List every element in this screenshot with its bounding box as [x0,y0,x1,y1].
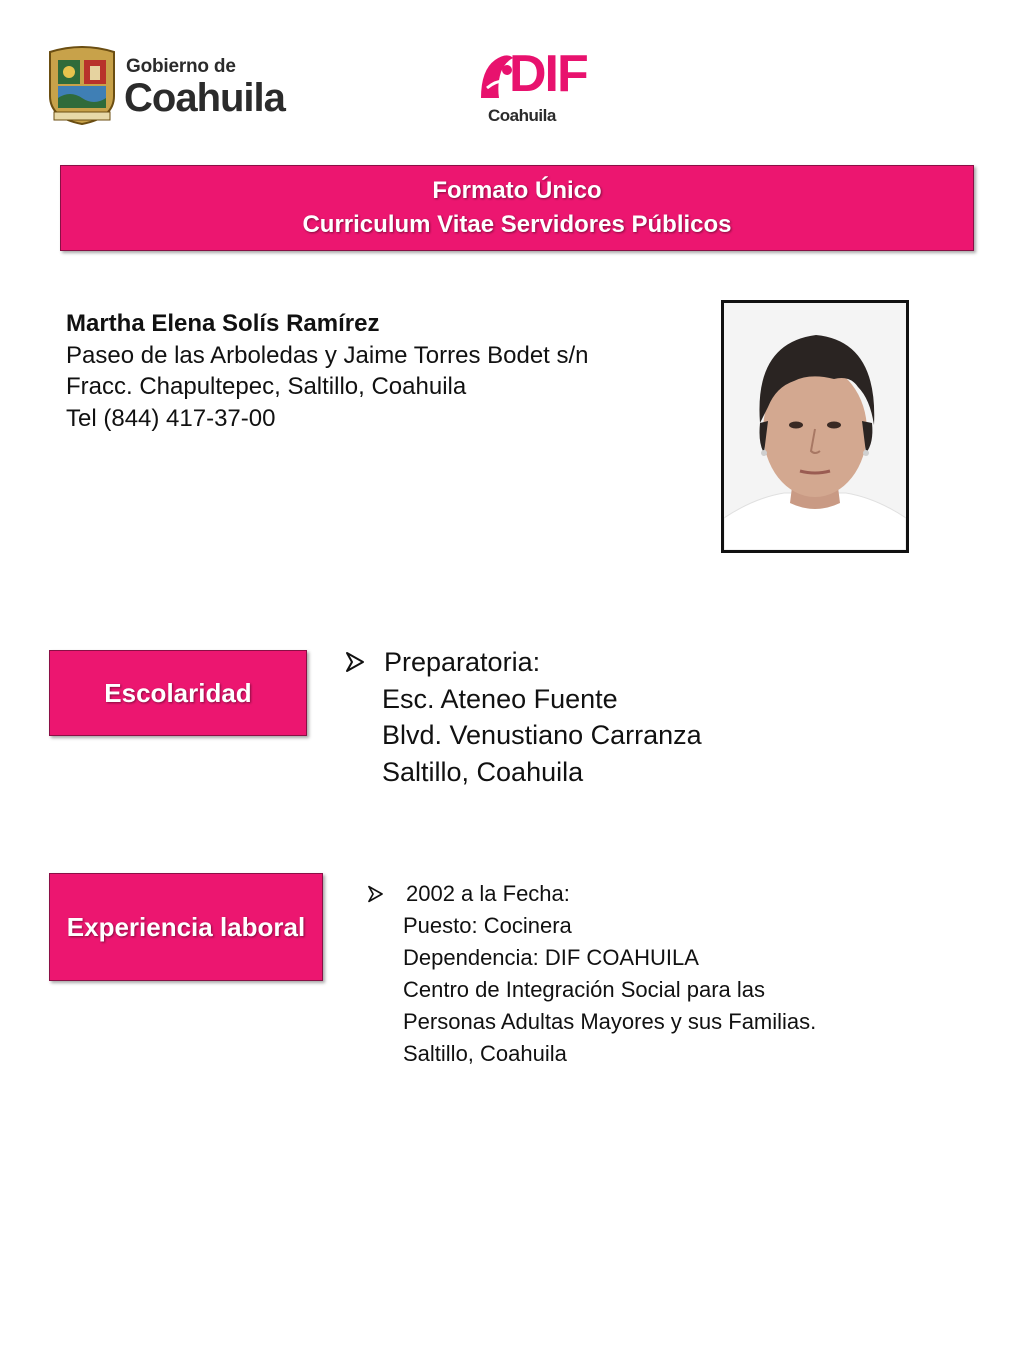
experience-heading: 2002 a la Fecha: [406,881,570,906]
experience-line: Puesto: Cocinera [403,913,572,938]
education-line: Blvd. Venustiano Carranza [382,720,702,750]
education-line: Esc. Ateneo Fuente [382,683,618,714]
phone-number: Tel (844) 417-37-00 [66,404,276,432]
arrow-bullet-icon [367,885,384,903]
coat-of-arms-icon [44,46,120,126]
education-line: Saltillo, Coahuila [382,756,584,787]
header-title: Formato Único [432,177,602,204]
header-banner [60,165,974,251]
contact-block [66,308,589,434]
education-details [345,644,702,790]
experience-details [367,878,816,1070]
experience-line: Centro de Integración Social para las [403,977,765,1002]
experience-line: Saltillo, Coahuila [403,1041,567,1066]
section-label-experiencia: Experiencia laboral [49,873,323,981]
header-subtitle: Curriculum Vitae Servidores Públicos [302,211,732,238]
address-line-2: Fracc. Chapultepec, Saltillo, Coahuila [66,373,467,400]
logo-text-dif-coahuila: Coahuila [488,106,556,125]
experience-line: Dependencia: DIF COAHUILA [403,945,699,970]
logo-text-gobierno: Gobierno de [126,56,236,77]
address-line-1: Paseo de las Arboledas y Jaime Torres Bodet s/n [66,341,589,369]
experience-line: Personas Adultas Mayores y sus Familias. [403,1009,817,1034]
section-label-escolaridad: Escolaridad [49,650,307,736]
arrow-bullet-icon [345,651,365,673]
profile-photo [721,300,909,553]
education-heading: Preparatoria: [384,647,541,677]
dif-coahuila-logo [475,44,585,130]
gobierno-coahuila-logo [44,46,306,126]
logo-text-coahuila: Coahuila [124,76,285,120]
person-name: Martha Elena Solís Ramírez [66,310,380,337]
logo-text-dif: DIF [509,45,587,103]
portrait-image [724,303,906,550]
